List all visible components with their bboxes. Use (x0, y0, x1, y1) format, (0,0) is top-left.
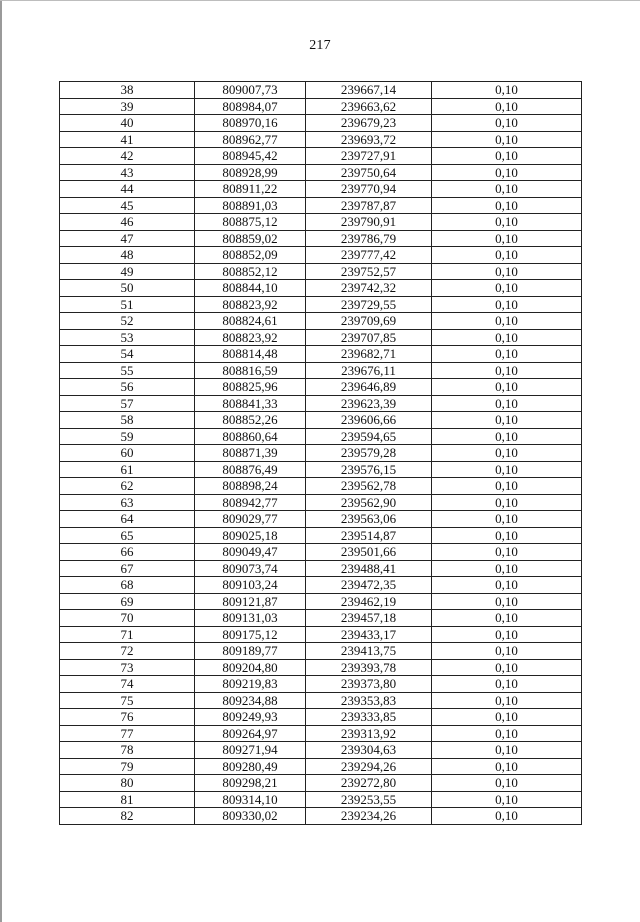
x-coordinate-cell: 808841,33 (195, 395, 306, 412)
tolerance-cell: 0,10 (432, 263, 582, 280)
point-number-cell: 49 (60, 263, 195, 280)
point-number-cell: 60 (60, 445, 195, 462)
point-number-cell: 75 (60, 692, 195, 709)
x-coordinate-cell: 808898,24 (195, 478, 306, 495)
x-coordinate-cell: 809189,77 (195, 643, 306, 660)
y-coordinate-cell: 239682,71 (306, 346, 432, 363)
x-coordinate-cell: 808984,07 (195, 98, 306, 115)
tolerance-cell: 0,10 (432, 362, 582, 379)
tolerance-cell: 0,10 (432, 131, 582, 148)
point-number-cell: 55 (60, 362, 195, 379)
point-number-cell: 66 (60, 544, 195, 561)
table-row (60, 709, 582, 726)
point-number-cell: 45 (60, 197, 195, 214)
point-number-cell: 38 (60, 82, 195, 99)
point-number-cell: 50 (60, 280, 195, 297)
x-coordinate-cell: 808814,48 (195, 346, 306, 363)
tolerance-cell: 0,10 (432, 214, 582, 231)
y-coordinate-cell: 239413,75 (306, 643, 432, 660)
tolerance-cell: 0,10 (432, 791, 582, 808)
table-row (60, 131, 582, 148)
x-coordinate-cell: 808823,92 (195, 296, 306, 313)
table-row (60, 527, 582, 544)
point-number-cell: 47 (60, 230, 195, 247)
table-row (60, 626, 582, 643)
y-coordinate-cell: 239623,39 (306, 395, 432, 412)
tolerance-cell: 0,10 (432, 247, 582, 264)
tolerance-cell: 0,10 (432, 164, 582, 181)
point-number-cell: 53 (60, 329, 195, 346)
x-coordinate-cell: 808824,61 (195, 313, 306, 330)
tolerance-cell: 0,10 (432, 313, 582, 330)
table-row (60, 98, 582, 115)
x-coordinate-cell: 809103,24 (195, 577, 306, 594)
table-row (60, 676, 582, 693)
x-coordinate-cell: 809264,97 (195, 725, 306, 742)
y-coordinate-cell: 239679,23 (306, 115, 432, 132)
table-row (60, 82, 582, 99)
point-number-cell: 61 (60, 461, 195, 478)
y-coordinate-cell: 239488,41 (306, 560, 432, 577)
y-coordinate-cell: 239272,80 (306, 775, 432, 792)
tolerance-cell: 0,10 (432, 725, 582, 742)
tolerance-cell: 0,10 (432, 230, 582, 247)
y-coordinate-cell: 239594,65 (306, 428, 432, 445)
table-row (60, 643, 582, 660)
point-number-cell: 43 (60, 164, 195, 181)
x-coordinate-cell: 808852,12 (195, 263, 306, 280)
coordinates-table-body (60, 82, 582, 825)
point-number-cell: 81 (60, 791, 195, 808)
x-coordinate-cell: 808871,39 (195, 445, 306, 462)
tolerance-cell: 0,10 (432, 808, 582, 825)
table-row (60, 181, 582, 198)
x-coordinate-cell: 809204,80 (195, 659, 306, 676)
point-number-cell: 56 (60, 379, 195, 396)
y-coordinate-cell: 239606,66 (306, 412, 432, 429)
y-coordinate-cell: 239667,14 (306, 82, 432, 99)
point-number-cell: 39 (60, 98, 195, 115)
tolerance-cell: 0,10 (432, 544, 582, 561)
x-coordinate-cell: 809330,02 (195, 808, 306, 825)
point-number-cell: 62 (60, 478, 195, 495)
y-coordinate-cell: 239333,85 (306, 709, 432, 726)
table-row (60, 577, 582, 594)
tolerance-cell: 0,10 (432, 626, 582, 643)
y-coordinate-cell: 239304,63 (306, 742, 432, 759)
table-row (60, 247, 582, 264)
y-coordinate-cell: 239777,42 (306, 247, 432, 264)
x-coordinate-cell: 808970,16 (195, 115, 306, 132)
x-coordinate-cell: 809280,49 (195, 758, 306, 775)
table-row (60, 379, 582, 396)
y-coordinate-cell: 239433,17 (306, 626, 432, 643)
tolerance-cell: 0,10 (432, 181, 582, 198)
y-coordinate-cell: 239787,87 (306, 197, 432, 214)
tolerance-cell: 0,10 (432, 412, 582, 429)
table-row (60, 544, 582, 561)
y-coordinate-cell: 239770,94 (306, 181, 432, 198)
tolerance-cell: 0,10 (432, 346, 582, 363)
point-number-cell: 57 (60, 395, 195, 412)
point-number-cell: 70 (60, 610, 195, 627)
point-number-cell: 67 (60, 560, 195, 577)
table-row (60, 263, 582, 280)
table-row (60, 214, 582, 231)
table-row (60, 428, 582, 445)
point-number-cell: 41 (60, 131, 195, 148)
tolerance-cell: 0,10 (432, 82, 582, 99)
point-number-cell: 79 (60, 758, 195, 775)
point-number-cell: 64 (60, 511, 195, 528)
tolerance-cell: 0,10 (432, 461, 582, 478)
tolerance-cell: 0,10 (432, 527, 582, 544)
y-coordinate-cell: 239750,64 (306, 164, 432, 181)
table-row (60, 313, 582, 330)
tolerance-cell: 0,10 (432, 511, 582, 528)
point-number-cell: 73 (60, 659, 195, 676)
point-number-cell: 42 (60, 148, 195, 165)
tolerance-cell: 0,10 (432, 676, 582, 693)
x-coordinate-cell: 809025,18 (195, 527, 306, 544)
x-coordinate-cell: 809234,88 (195, 692, 306, 709)
y-coordinate-cell: 239353,83 (306, 692, 432, 709)
table-row (60, 329, 582, 346)
table-row (60, 758, 582, 775)
x-coordinate-cell: 808911,22 (195, 181, 306, 198)
point-number-cell: 54 (60, 346, 195, 363)
x-coordinate-cell: 808823,92 (195, 329, 306, 346)
tolerance-cell: 0,10 (432, 428, 582, 445)
y-coordinate-cell: 239313,92 (306, 725, 432, 742)
table-row (60, 230, 582, 247)
tolerance-cell: 0,10 (432, 115, 582, 132)
point-number-cell: 82 (60, 808, 195, 825)
y-coordinate-cell: 239676,11 (306, 362, 432, 379)
tolerance-cell: 0,10 (432, 280, 582, 297)
y-coordinate-cell: 239729,55 (306, 296, 432, 313)
table-row (60, 478, 582, 495)
x-coordinate-cell: 808852,26 (195, 412, 306, 429)
table-row (60, 775, 582, 792)
table-row (60, 346, 582, 363)
point-number-cell: 52 (60, 313, 195, 330)
table-row (60, 659, 582, 676)
point-number-cell: 40 (60, 115, 195, 132)
x-coordinate-cell: 808816,59 (195, 362, 306, 379)
tolerance-cell: 0,10 (432, 742, 582, 759)
tolerance-cell: 0,10 (432, 775, 582, 792)
table-row (60, 725, 582, 742)
table-row (60, 593, 582, 610)
tolerance-cell: 0,10 (432, 197, 582, 214)
tolerance-cell: 0,10 (432, 98, 582, 115)
page-edge-top (0, 0, 640, 1)
tolerance-cell: 0,10 (432, 494, 582, 511)
x-coordinate-cell: 808860,64 (195, 428, 306, 445)
tolerance-cell: 0,10 (432, 445, 582, 462)
tolerance-cell: 0,10 (432, 610, 582, 627)
point-number-cell: 74 (60, 676, 195, 693)
point-number-cell: 63 (60, 494, 195, 511)
x-coordinate-cell: 808844,10 (195, 280, 306, 297)
tolerance-cell: 0,10 (432, 478, 582, 495)
y-coordinate-cell: 239790,91 (306, 214, 432, 231)
x-coordinate-cell: 809131,03 (195, 610, 306, 627)
y-coordinate-cell: 239562,90 (306, 494, 432, 511)
table-row (60, 115, 582, 132)
x-coordinate-cell: 808825,96 (195, 379, 306, 396)
x-coordinate-cell: 808859,02 (195, 230, 306, 247)
x-coordinate-cell: 809007,73 (195, 82, 306, 99)
tolerance-cell: 0,10 (432, 709, 582, 726)
x-coordinate-cell: 808852,09 (195, 247, 306, 264)
x-coordinate-cell: 808928,99 (195, 164, 306, 181)
y-coordinate-cell: 239472,35 (306, 577, 432, 594)
point-number-cell: 71 (60, 626, 195, 643)
y-coordinate-cell: 239514,87 (306, 527, 432, 544)
y-coordinate-cell: 239693,72 (306, 131, 432, 148)
y-coordinate-cell: 239742,32 (306, 280, 432, 297)
coordinates-table (59, 81, 582, 825)
x-coordinate-cell: 809175,12 (195, 626, 306, 643)
table-row (60, 494, 582, 511)
point-number-cell: 51 (60, 296, 195, 313)
table-row (60, 362, 582, 379)
y-coordinate-cell: 239646,89 (306, 379, 432, 396)
y-coordinate-cell: 239786,79 (306, 230, 432, 247)
x-coordinate-cell: 808942,77 (195, 494, 306, 511)
x-coordinate-cell: 809121,87 (195, 593, 306, 610)
x-coordinate-cell: 809249,93 (195, 709, 306, 726)
x-coordinate-cell: 809073,74 (195, 560, 306, 577)
x-coordinate-cell: 809271,94 (195, 742, 306, 759)
y-coordinate-cell: 239563,06 (306, 511, 432, 528)
y-coordinate-cell: 239579,28 (306, 445, 432, 462)
y-coordinate-cell: 239462,19 (306, 593, 432, 610)
y-coordinate-cell: 239393,78 (306, 659, 432, 676)
y-coordinate-cell: 239373,80 (306, 676, 432, 693)
tolerance-cell: 0,10 (432, 758, 582, 775)
table-row (60, 280, 582, 297)
y-coordinate-cell: 239234,26 (306, 808, 432, 825)
table-row (60, 742, 582, 759)
point-number-cell: 76 (60, 709, 195, 726)
tolerance-cell: 0,10 (432, 643, 582, 660)
y-coordinate-cell: 239709,69 (306, 313, 432, 330)
y-coordinate-cell: 239752,57 (306, 263, 432, 280)
table-row (60, 808, 582, 825)
point-number-cell: 44 (60, 181, 195, 198)
tolerance-cell: 0,10 (432, 577, 582, 594)
x-coordinate-cell: 809049,47 (195, 544, 306, 561)
x-coordinate-cell: 809298,21 (195, 775, 306, 792)
point-number-cell: 68 (60, 577, 195, 594)
tolerance-cell: 0,10 (432, 593, 582, 610)
y-coordinate-cell: 239576,15 (306, 461, 432, 478)
y-coordinate-cell: 239707,85 (306, 329, 432, 346)
tolerance-cell: 0,10 (432, 692, 582, 709)
point-number-cell: 77 (60, 725, 195, 742)
table-row (60, 692, 582, 709)
point-number-cell: 46 (60, 214, 195, 231)
table-row (60, 461, 582, 478)
tolerance-cell: 0,10 (432, 148, 582, 165)
tolerance-cell: 0,10 (432, 395, 582, 412)
table-row (60, 511, 582, 528)
table-row (60, 791, 582, 808)
point-number-cell: 72 (60, 643, 195, 660)
y-coordinate-cell: 239562,78 (306, 478, 432, 495)
x-coordinate-cell: 808962,77 (195, 131, 306, 148)
table-row (60, 197, 582, 214)
x-coordinate-cell: 808875,12 (195, 214, 306, 231)
point-number-cell: 80 (60, 775, 195, 792)
table-row (60, 445, 582, 462)
y-coordinate-cell: 239253,55 (306, 791, 432, 808)
y-coordinate-cell: 239501,66 (306, 544, 432, 561)
tolerance-cell: 0,10 (432, 560, 582, 577)
y-coordinate-cell: 239727,91 (306, 148, 432, 165)
y-coordinate-cell: 239457,18 (306, 610, 432, 627)
point-number-cell: 69 (60, 593, 195, 610)
point-number-cell: 58 (60, 412, 195, 429)
tolerance-cell: 0,10 (432, 296, 582, 313)
y-coordinate-cell: 239663,62 (306, 98, 432, 115)
table-row (60, 164, 582, 181)
point-number-cell: 48 (60, 247, 195, 264)
x-coordinate-cell: 809219,83 (195, 676, 306, 693)
table-row (60, 610, 582, 627)
table-row (60, 412, 582, 429)
table-row (60, 395, 582, 412)
point-number-cell: 59 (60, 428, 195, 445)
tolerance-cell: 0,10 (432, 379, 582, 396)
tolerance-cell: 0,10 (432, 659, 582, 676)
x-coordinate-cell: 808891,03 (195, 197, 306, 214)
x-coordinate-cell: 808945,42 (195, 148, 306, 165)
point-number-cell: 65 (60, 527, 195, 544)
page-edge-left (0, 0, 2, 922)
y-coordinate-cell: 239294,26 (306, 758, 432, 775)
x-coordinate-cell: 808876,49 (195, 461, 306, 478)
x-coordinate-cell: 809314,10 (195, 791, 306, 808)
table-row (60, 148, 582, 165)
table-row (60, 560, 582, 577)
page-number: 217 (309, 38, 331, 53)
x-coordinate-cell: 809029,77 (195, 511, 306, 528)
table-row (60, 296, 582, 313)
tolerance-cell: 0,10 (432, 329, 582, 346)
point-number-cell: 78 (60, 742, 195, 759)
